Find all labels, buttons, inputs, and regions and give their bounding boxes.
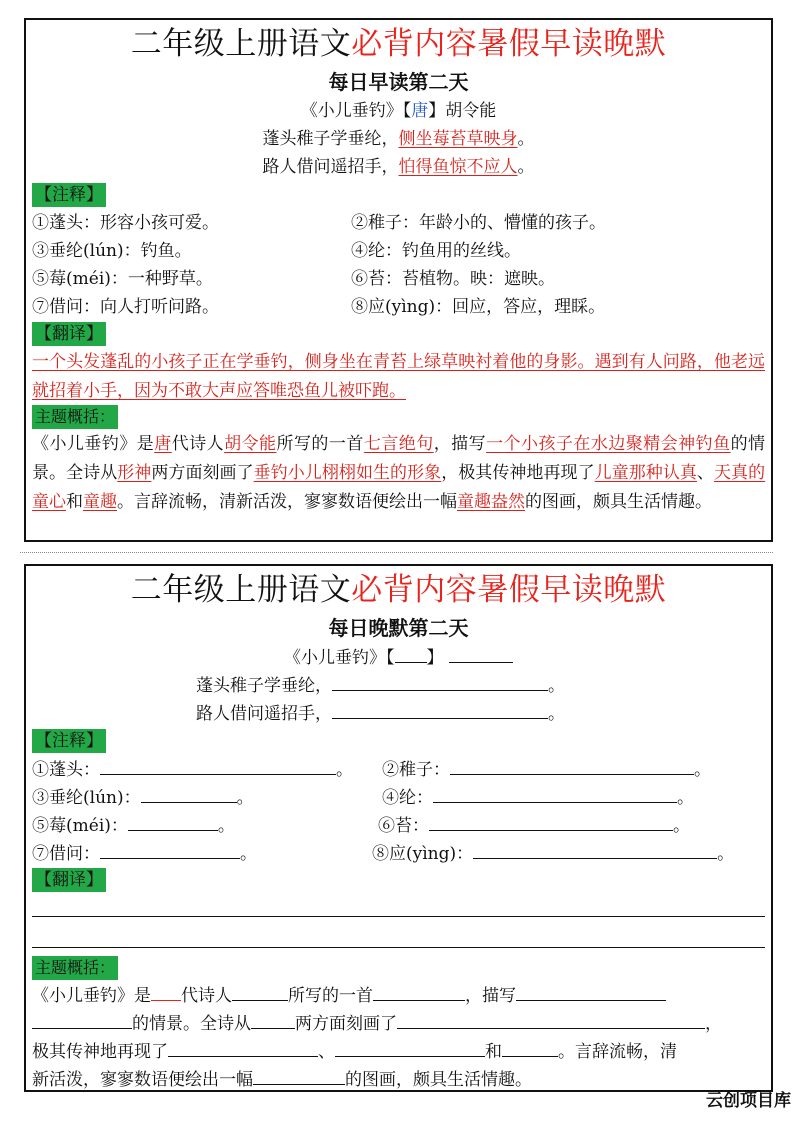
theme-text <box>32 430 765 517</box>
doc-title-black: 二年级上册语文 <box>130 572 352 608</box>
translation-label: 【翻译】 <box>32 868 106 892</box>
theme-seg: 的图画，颇具生活情趣。 <box>345 1070 532 1090</box>
poem-title: 《小儿垂钓》 <box>300 101 403 121</box>
recite-subtitle: 每日晚默第二天 <box>328 616 469 640</box>
evening-dictation-card <box>24 564 773 1092</box>
note-7: ⑦借问：向人打听问路。 <box>32 297 219 317</box>
theme-blank[interactable] <box>251 1010 295 1029</box>
theme-key: 童趣 <box>83 492 117 512</box>
theme-seg: 、 <box>696 463 714 483</box>
poem-line-1b: 侧坐莓苔草映身 <box>398 129 518 149</box>
note-4 <box>382 784 694 811</box>
translation-blank-line-2[interactable] <box>32 947 765 948</box>
author: 胡令能 <box>445 101 497 121</box>
note-5: ⑤莓(méi)：一种野草。 <box>32 269 213 289</box>
note-blank[interactable] <box>473 840 717 859</box>
theme-seg: 《小儿垂钓》是 <box>32 986 151 1006</box>
theme-seg: 两方面刻画了 <box>151 463 254 483</box>
theme-blank[interactable] <box>335 1038 485 1057</box>
theme-key: 七言绝句 <box>363 434 434 454</box>
theme-blank[interactable] <box>373 982 465 1001</box>
theme-blank[interactable] <box>232 982 288 1001</box>
period: 。 <box>673 816 690 836</box>
translation-text: 一个头发蓬乱的小孩子正在学垂钓，侧身坐在青苔上绿草映衬着他的身影。遇到有人问路，他老远就招着小手，因为不敢大声应答唯恐鱼儿被吓跑。 <box>32 352 765 401</box>
theme-seg: ，极其传神地再现了 <box>441 463 595 483</box>
note-7 <box>32 840 257 867</box>
note-blank[interactable] <box>100 756 336 775</box>
period: 。 <box>217 816 235 836</box>
note-8 <box>372 840 734 867</box>
theme-seg: ，描写 <box>465 986 516 1006</box>
note-5 <box>32 812 235 839</box>
translation-label: 【翻译】 <box>32 322 106 346</box>
poem-line-1-blank[interactable] <box>332 672 548 691</box>
poem-line-2a: 路人借问遥招手， <box>196 704 332 724</box>
period: 。 <box>517 129 535 149</box>
theme-line-3 <box>32 1038 677 1065</box>
doc-title-red: 必背内容暑假早读晚默 <box>351 26 667 62</box>
theme-line-1 <box>32 982 666 1009</box>
poem-line-2b: 怕得鱼惊不应人 <box>398 157 518 177</box>
watermark: 云创项目库 <box>706 1091 791 1111</box>
theme-seg: 和 <box>66 492 83 512</box>
morning-reading-card <box>24 18 773 542</box>
reading-subtitle: 每日早读第二天 <box>328 70 469 94</box>
period: 。 <box>548 676 565 696</box>
theme-key: 垂钓小儿栩栩如生的形象 <box>253 463 442 483</box>
note-8: ⑧应(yìng)：回应，答应，理睬。 <box>351 297 606 317</box>
note-term: ⑥苔： <box>378 816 429 836</box>
period: 。 <box>677 788 694 808</box>
note-blank[interactable] <box>429 812 673 831</box>
note-term: ⑤莓(méi)： <box>32 816 128 836</box>
doc-title-black: 二年级上册语文 <box>130 26 352 62</box>
note-term: ⑧应(yìng)： <box>372 844 474 864</box>
theme-key: 童趣盎然 <box>457 492 525 512</box>
theme-blank[interactable] <box>168 1038 318 1057</box>
theme-seg: 、 <box>318 1042 335 1062</box>
theme-blank[interactable] <box>253 1066 345 1085</box>
period: 。 <box>517 157 535 177</box>
note-blank[interactable] <box>141 784 237 803</box>
poem-line-1 <box>196 672 565 699</box>
note-1: ①蓬头：形容小孩可爱。 <box>32 213 219 233</box>
theme-line-4 <box>32 1066 532 1093</box>
theme-key: 唐 <box>154 434 172 454</box>
theme-blank[interactable] <box>32 1010 132 1029</box>
bracket-close: 】 <box>426 648 444 668</box>
doc-title <box>26 24 771 64</box>
note-term: ④纶： <box>382 788 433 808</box>
theme-key: 一个小孩子在水边聚精会神钓鱼 <box>486 434 731 454</box>
theme-label: 主题概括： <box>32 956 118 980</box>
poem-line-2 <box>196 700 565 727</box>
theme-key: 胡令能 <box>224 434 277 454</box>
theme-seg: 极其传神地再现了 <box>32 1042 168 1062</box>
note-blank[interactable] <box>100 840 240 859</box>
theme-seg: 的图画，颇具生活情趣。 <box>525 492 712 512</box>
theme-blank[interactable] <box>151 982 181 1001</box>
notes-label: 【注释】 <box>32 729 106 753</box>
translation-blank-line-1[interactable] <box>32 916 765 917</box>
bracket-open: 【 <box>402 101 412 121</box>
theme-key: 形神 <box>117 463 152 483</box>
theme-seg: 和 <box>485 1042 502 1062</box>
note-term: ②稚子： <box>382 760 450 780</box>
theme-seg: 所写的一首 <box>276 434 364 454</box>
note-term: ①蓬头： <box>32 760 100 780</box>
theme-seg: ，描写 <box>433 434 487 454</box>
poem-title-line <box>26 644 771 671</box>
theme-seg: 代诗人 <box>171 434 225 454</box>
theme-seg: 。言辞流畅，清 <box>558 1042 677 1062</box>
theme-seg: 《小儿垂钓》是 <box>32 434 155 454</box>
poem-line-2a: 路人借问遥招手， <box>262 157 399 177</box>
theme-seg: 新活泼，寥寥数语便绘出一幅 <box>32 1070 253 1090</box>
theme-label: 主题概括： <box>32 405 118 429</box>
doc-title-red: 必背内容暑假早读晚默 <box>351 572 667 608</box>
theme-blank[interactable] <box>502 1038 558 1057</box>
theme-line-2 <box>32 1010 722 1037</box>
notes-label: 【注释】 <box>32 183 106 207</box>
bracket-close: 】 <box>428 101 446 121</box>
poem-line-1a: 蓬头稚子学垂纶， <box>196 676 332 696</box>
note-blank[interactable] <box>128 812 218 831</box>
note-3 <box>32 784 254 811</box>
poem-line-2-blank[interactable] <box>332 700 548 719</box>
theme-seg: 的情景。全诗从 <box>32 434 766 483</box>
theme-key: 儿童那种认真 <box>594 463 697 483</box>
dynasty: 唐 <box>411 101 429 121</box>
theme-seg: 的情景。全诗从 <box>132 1014 251 1034</box>
poem-title: 《小儿垂钓》 <box>284 648 387 668</box>
note-blank[interactable] <box>433 784 677 803</box>
note-term: ⑦借问： <box>32 844 100 864</box>
dynasty-blank[interactable] <box>395 644 427 663</box>
theme-blank[interactable] <box>516 982 666 1001</box>
theme-key: 天真的童心 <box>32 463 766 512</box>
period: 。 <box>694 760 711 780</box>
note-3: ③垂纶(lún)：钓鱼。 <box>32 241 192 261</box>
theme-seg: 两方面刻画了 <box>295 1014 397 1034</box>
page-divider <box>20 552 773 553</box>
doc-title <box>26 570 771 610</box>
period: 。 <box>717 844 735 864</box>
period: 。 <box>240 844 257 864</box>
note-6: ⑥苔：苔植物。映：遮映。 <box>351 269 555 289</box>
note-4: ④纶：钓鱼用的丝线。 <box>351 241 521 261</box>
period: 。 <box>548 704 565 724</box>
note-2: ②稚子：年龄小的、懵懂的孩子。 <box>351 213 606 233</box>
theme-seg: 。言辞流畅，清新活泼，寥寥数语便绘出一幅 <box>117 492 457 512</box>
poem-line-1 <box>26 126 771 152</box>
theme-seg: 所写的一首 <box>288 986 373 1006</box>
period: 。 <box>236 788 254 808</box>
theme-blank[interactable] <box>397 1010 705 1029</box>
note-blank[interactable] <box>450 756 694 775</box>
theme-seg: 代诗人 <box>181 986 232 1006</box>
theme-seg: ， <box>705 1014 722 1034</box>
poem-line-1a: 蓬头稚子学垂纶， <box>262 129 399 149</box>
author-blank[interactable] <box>449 644 513 663</box>
note-1 <box>32 756 353 783</box>
bracket-open: 【 <box>386 648 395 668</box>
note-6 <box>378 812 690 839</box>
poem-line-2 <box>26 154 771 180</box>
period: 。 <box>336 760 353 780</box>
note-2 <box>382 756 711 783</box>
poem-title-line <box>26 98 771 124</box>
note-term: ③垂纶(lún)： <box>32 788 141 808</box>
